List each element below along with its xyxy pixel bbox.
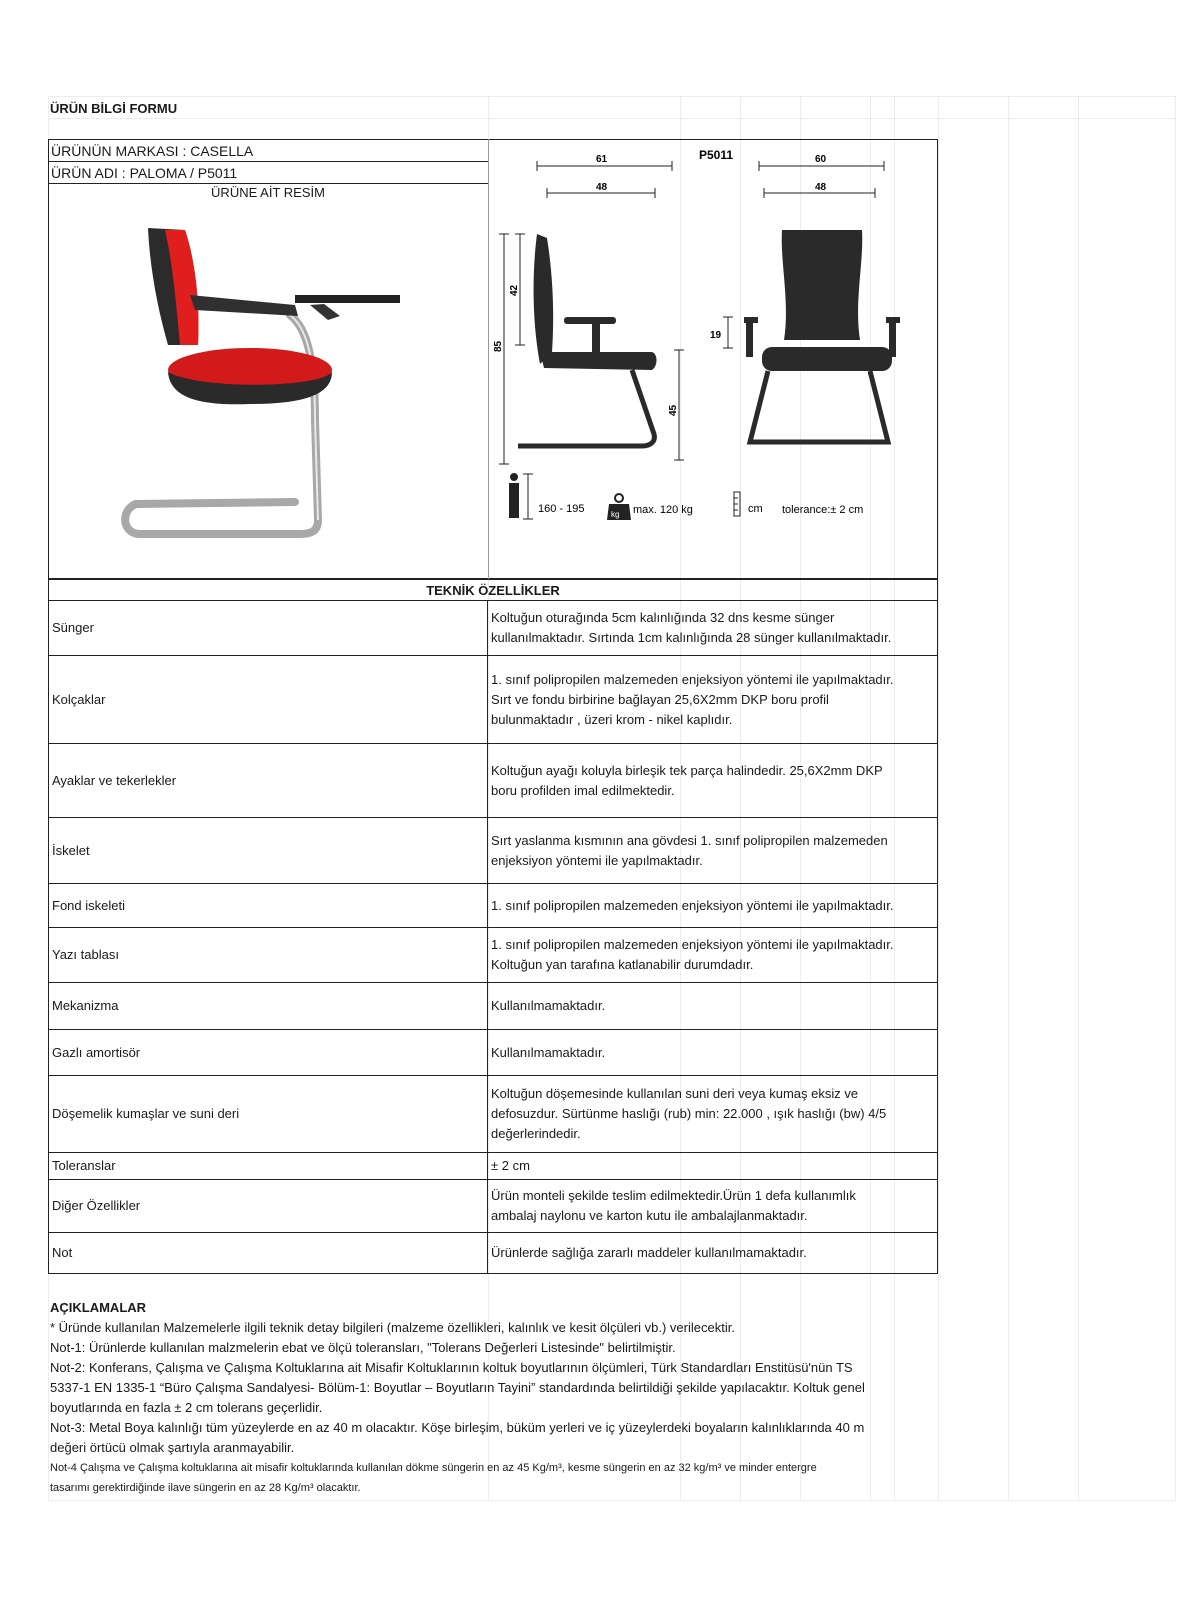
spec-label: Kolçaklar [49,656,488,744]
person-height-icon [509,473,533,519]
notes-section [50,1298,940,1498]
dim-arm-height: 19 [710,330,722,341]
spec-value: 1. sınıf polipropilen malzemeden enjeksiyon yöntemi ile yapılmaktadır. Koltuğun yan tarafına katlanabilir durumdadır. [488,928,938,983]
note-line: 5337-1 EN 1335-1 “Büro Çalışma Sandalyesi- Bölüm-1: Boyutlar – Boyutların Tayini” standardında belirtildiği şekilde yapılacaktır. Koltuk genel [50,1380,865,1395]
note-line-small: tasarımı gerektirdiğinde ilave süngerin en az 28 Kg/m³ olacaktır. [50,1482,361,1494]
note-line: Not-3: Metal Boya kalınlığı tüm yüzeylerde en az 40 m olacaktır. Köşe birleşim, büküm yerleri ve iç yüzeylerdeki boyaların kalınlıklarında 40 m [50,1420,865,1435]
spec-value: ± 2 cm [488,1153,938,1180]
note-line: * Üründe kullanılan Malzemelerle ilgili teknik detay bilgileri (malzeme özellikleri, kalınlık ve kesit ölçüleri vb.) verilecektir. [50,1320,735,1335]
spec-value: Kullanılmamaktadır. [488,983,938,1030]
table-row [49,1233,938,1274]
table-row [49,1030,938,1076]
dim-back-height: 42 [509,284,520,296]
spec-title: TEKNİK ÖZELLİKLER [49,580,938,601]
dim-total-height: 85 [493,340,504,352]
spec-label: Ayaklar ve tekerlekler [49,744,488,818]
spec-value: Kullanılmamaktadır. [488,1030,938,1076]
header-divider [488,139,489,579]
spec-value: Ürünlerde sağlığa zararlı maddeler kullanılmamaktadır. [488,1233,938,1274]
tolerance-label: tolerance:± 2 cm [782,504,864,516]
dim-side-width: 61 [596,154,608,165]
spec-value: Koltuğun döşemesinde kullanılan suni deri veya kumaş eksiz ve defosuzdur. Sürtünme haslığı (rub) min: 22.000 , ışık haslığı (bw) 4/5 değerlerindedir. [488,1076,938,1153]
spec-label: İskelet [49,818,488,884]
spec-label: Diğer Özellikler [49,1180,488,1233]
unit-label: cm [748,503,763,515]
note-line: boyutlarında en fazla ± 2 cm tolerans geçerlidir. [50,1400,323,1415]
note-line: değeri örtücü olmak şartıyla aranmayabilir. [50,1440,295,1455]
spec-value: Koltuğun ayağı koluyla birleşik tek parça halindedir. 25,6X2mm DKP boru profilden imal edilmektedir. [488,744,938,818]
table-row [49,744,938,818]
notes-heading: AÇIKLAMALAR [50,1300,147,1315]
spec-label: Not [49,1233,488,1274]
spec-label: Yazı tablası [49,928,488,983]
weight-icon [607,494,631,520]
table-row [49,1153,938,1180]
note-line: Not-2: Konferans, Çalışma ve Çalışma Koltuklarına ait Misafir Koltuklarının koltuk boyutlarının ölçümleri, Türk Standardları Enstitüsü'nün TS [50,1360,853,1375]
note-line-small: Not-4 Çalışma ve Çalışma koltuklarına ait misafir koltuklarında kullanılan dökme süngerin en az 45 Kg/m³, kesme süngerin en az 32 kg/m³ ve minder entergre [50,1462,817,1474]
spec-value: 1. sınıf polipropilen malzemeden enjeksiyon yöntemi ile yapılmaktadır. [488,884,938,928]
table-row [49,1180,938,1233]
spec-label: Sünger [49,601,488,656]
spec-table [48,579,938,1274]
note-line: Not-1: Ürünlerde kullanılan malzmelerin ebat ve ölçü toleransları, "Tolerans Değerleri Listesinde" belirtilmiştir. [50,1340,676,1355]
ruler-icon [734,492,740,516]
chair-photo [110,220,420,550]
spec-label: Döşemelik kumaşlar ve suni deri [49,1076,488,1153]
spec-label: Gazlı amortisör [49,1030,488,1076]
table-row [49,656,938,744]
table-row [49,818,938,884]
dim-side-seat-width: 48 [596,182,608,193]
image-label: ÜRÜNE AİT RESİM [211,185,325,200]
dimension-drawing [492,142,932,572]
max-weight: max. 120 kg [633,504,693,516]
spec-value: Sırt yaslanma kısmının ana gövdesi 1. sınıf polipropilen malzemeden enjeksiyon yöntemi ile yapılmaktadır. [488,818,938,884]
model-code: P5011 [699,148,734,162]
kg-label: kg [611,510,620,519]
dim-seat-height: 45 [668,404,679,416]
spec-label: Mekanizma [49,983,488,1030]
table-row [49,928,938,983]
spec-label: Fond iskeleti [49,884,488,928]
table-row [49,1076,938,1153]
form-title: ÜRÜN BİLGİ FORMU [50,101,178,116]
table-row [49,983,938,1030]
brand-line: ÜRÜNÜN MARKASI : CASELLA [48,139,488,162]
table-row [49,601,938,656]
product-name-line: ÜRÜN ADI : PALOMA / P5011 [48,162,488,184]
table-row [49,884,938,928]
dim-front-seat-width: 48 [815,182,827,193]
spec-value: Ürün monteli şekilde teslim edilmektedir.Ürün 1 defa kullanımlık ambalaj naylonu ve karton kutu ile ambalajlanmaktadır. [488,1180,938,1233]
user-height-range: 160 - 195 [538,503,585,515]
spec-value: Koltuğun oturağında 5cm kalınlığında 32 dns kesme sünger kullanılmaktadır. Sırtında 1cm kalınlığında 28 sünger kullanılmaktadır. [488,601,938,656]
spec-value: 1. sınıf polipropilen malzemeden enjeksiyon yöntemi ile yapılmaktadır. Sırt ve fondu birbirine bağlayan 25,6X2mm DKP boru profil bulunmaktadır , üzeri krom - nikel kaplıdır. [488,656,938,744]
spec-label: Toleranslar [49,1153,488,1180]
dim-front-width: 60 [815,154,827,165]
